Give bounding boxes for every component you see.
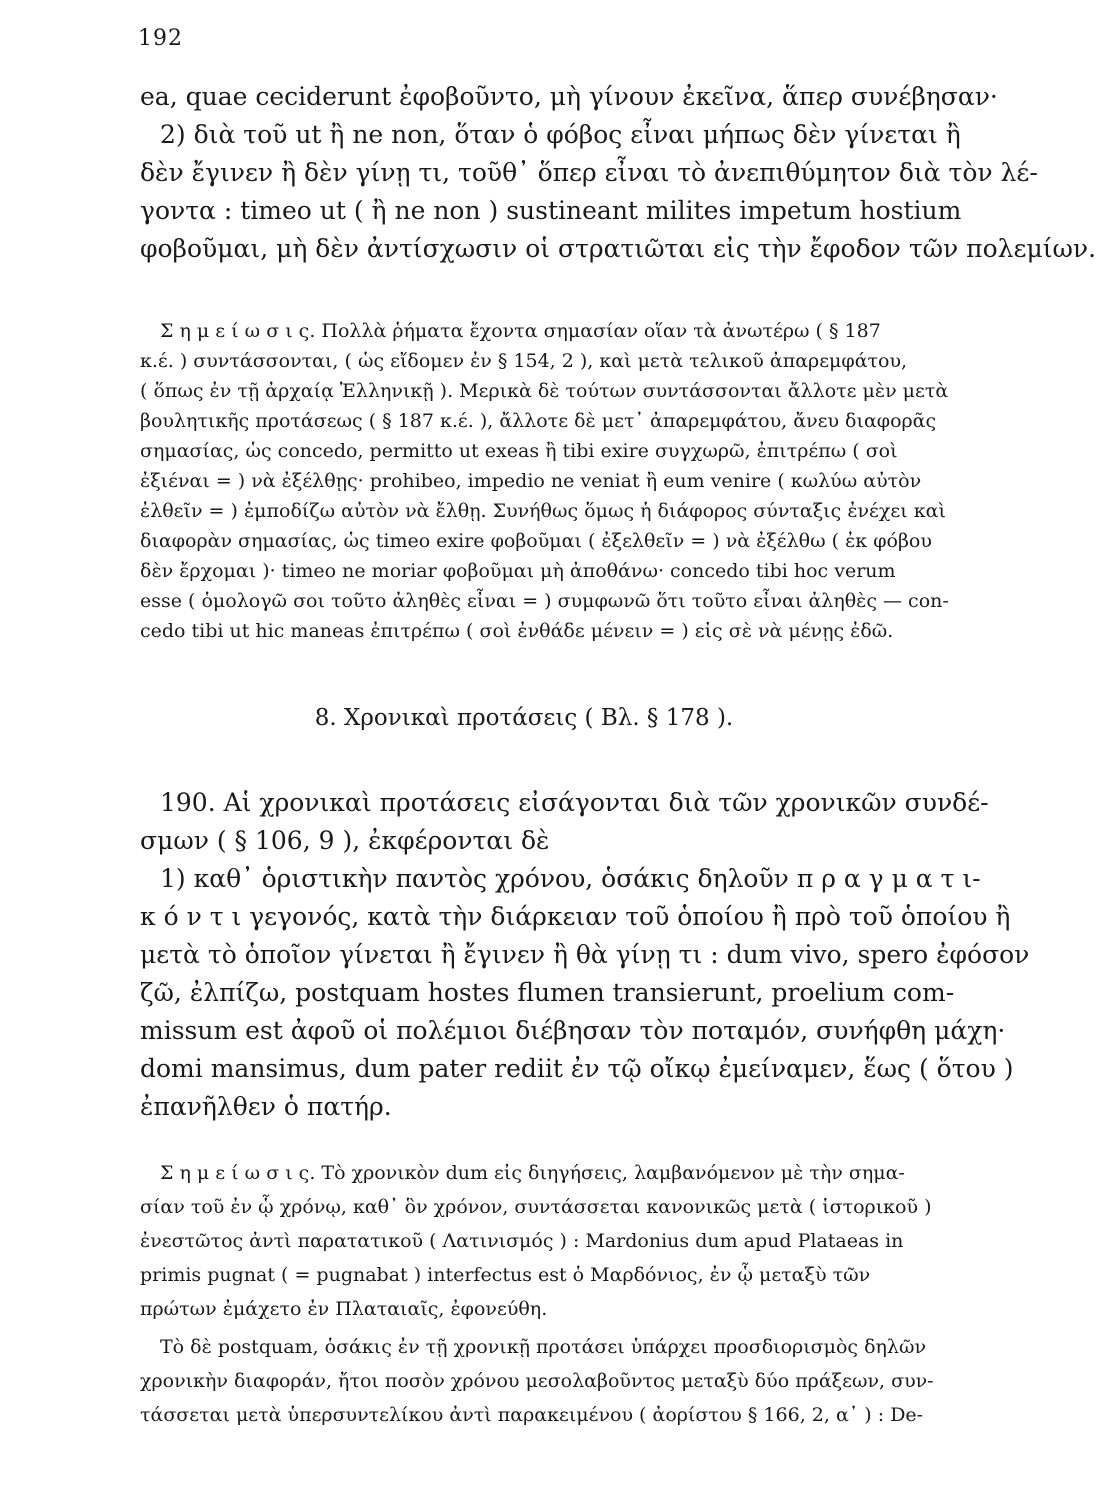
section-heading: 8. Χρονικαὶ προτάσεις ( Βλ. § 178 ). [314,705,734,731]
note-line: πρώτων ἐμάχετο ἐν Πλαταιαῖς, ἐφονεύθη. [140,1298,548,1320]
note-line: χρονικὴν διαφοράν, ἤτοι ποσὸν χρόνου μεσολαβοῦντος μεταξὺ δύο πράξεων, συν- [140,1370,934,1392]
text-line: κ ό ν τ ι γεγονός, κατὰ τὴν διάρκειαν τοῦ ὁποίου ἢ πρὸ τοῦ ὁποίου ἢ [140,902,1011,931]
note-line: Σ η μ ε ί ω σ ι ς. Τὸ χρονικὸν dum εἰς διηγήσεις, λαμβανόμενον μὲ τὴν σημα- [160,1162,905,1184]
text-line: ἐπανῆλθεν ὁ πατήρ. [140,1092,392,1121]
note-line: ἐξιέναι = ) νὰ ἐξέλθῃς· prohibeo, impedio ne veniat ἢ eum venire ( κωλύω αὐτὸν [140,470,922,492]
text-line: δὲν ἔγινεν ἢ δὲν γίνῃ τι, τοῦθ᾽ ὅπερ εἶναι τὸ ἀνεπιθύμητον διὰ τὸν λέ- [140,158,1038,187]
note-line: Τὸ δὲ postquam, ὁσάκις ἐν τῇ χρονικῇ προτάσει ὑπάρχει προσδιορισμὸς δηλῶν [160,1336,927,1358]
note-line: διαφορὰν σημασίας, ὡς timeo exire φοβοῦμαι ( ἐξελθεῖν = ) νὰ ἐξέλθω ( ἐκ φόβου [140,530,932,552]
note-line: βουλητικῆς προτάσεως ( § 187 κ.έ. ), ἄλλοτε δὲ μετ᾽ ἀπαρεμφάτου, ἄνευ διαφορᾶς [140,410,937,432]
text-line: σμων ( § 106, 9 ), ἐκφέρονται δὲ [140,826,550,855]
text-line: missum est ἀφοῦ οἱ πολέμιοι διέβησαν τὸν ποταμόν, συνήφθη μάχη· [140,1016,1006,1045]
note-line: τάσσεται μετὰ ὑπερσυντελίκου ἀντὶ παρακειμένου ( ἀορίστου § 166, 2, α᾽ ) : De- [140,1404,924,1426]
text-line: domi mansimus, dum pater rediit ἐν τῷ οἴκῳ ἐμείναμεν, ἕως ( ὅτου ) [140,1054,1014,1083]
note-line: ( ὅπως ἐν τῇ ἀρχαίᾳ Ἑλληνικῇ ). Μερικὰ δὲ τούτων συντάσσονται ἄλλοτε μὲν μετὰ [140,380,949,402]
text-line: ζῶ, ἐλπίζω, postquam hostes flumen transierunt, proelium com- [140,978,955,1007]
note-line: σημασίας, ὡς concedo, permitto ut exeas ἢ tibi exire συγχωρῶ, ἐπιτρέπω ( σοὶ [140,440,898,462]
text-line: 190. Αἱ χρονικαὶ προτάσεις εἰσάγονται διὰ τῶν χρονικῶν συνδέ- [160,788,989,817]
page-number: 192 [138,26,183,51]
note-line: primis pugnat ( = pugnabat ) interfectus est ὁ Μαρδόνιος, ἐν ᾧ μεταξὺ τῶν [140,1264,871,1286]
text-line: μετὰ τὸ ὁποῖον γίνεται ἢ ἔγινεν ἢ θὰ γίνῃ τι : dum vivo, spero ἐφόσον [140,940,1030,969]
note-line: Σ η μ ε ί ω σ ι ς. Πολλὰ ῥήματα ἔχοντα σημασίαν οἵαν τὰ ἀνωτέρω ( § 187 [160,320,881,342]
text-line: φοβοῦμαι, μὴ δὲν ἀντίσχωσιν οἱ στρατιῶται εἰς τὴν ἔφοδον τῶν πολεμίων. [140,234,1096,263]
note-line: ἐλθεῖν = ) ἐμποδίζω αὐτὸν νὰ ἔλθῃ. Συνήθως ὅμως ἡ διάφορος σύνταξις ἐνέχει καὶ [140,500,946,522]
note-line: cedo tibi ut hic maneas ἐπιτρέπω ( σοὶ ἐνθάδε μένειν = ) εἰς σὲ νὰ μένῃς ἐδῶ. [140,620,894,642]
note-line: ἐνεστῶτος ἀντὶ παρατατικοῦ ( Λατινισμός ) : Mardonius dum apud Plataeas in [140,1230,904,1252]
note-line: δὲν ἔρχομαι )· timeo ne moriar φοβοῦμαι μὴ ἀποθάνω· concedo tibi hoc verum [140,560,896,582]
note-line: σίαν τοῦ ἐν ᾧ χρόνῳ, καθ᾽ ὃν χρόνον, συντάσσεται κανονικῶς μετὰ ( ἱστορικοῦ ) [140,1196,932,1218]
text-line: γοντα : timeo ut ( ἢ ne non ) sustineant milites impetum hostium [140,196,962,225]
text-line: ea, quae ceciderunt ἐφοβοῦντο, μὴ γίνουν ἐκεῖνα, ἅπερ συνέβησαν· [140,82,998,111]
text-line: 2) διὰ τοῦ ut ἢ ne non, ὅταν ὁ φόβος εἶναι μήπως δὲν γίνεται ἢ [160,120,961,149]
note-line: κ.έ. ) συντάσσονται, ( ὡς εἴδομεν ἐν § 154, 2 ), καὶ μετὰ τελικοῦ ἀπαρεμφάτου, [140,350,908,372]
text-line: 1) καθ᾽ ὁριστικὴν παντὸς χρόνου, ὁσάκις δηλοῦν π ρ α γ μ α τ ι- [160,864,981,893]
note-line: esse ( ὁμολογῶ σοι τοῦτο ἀληθὲς εἶναι = ) συμφωνῶ ὅτι τοῦτο εἶναι ἀληθὲς — con- [140,590,949,612]
